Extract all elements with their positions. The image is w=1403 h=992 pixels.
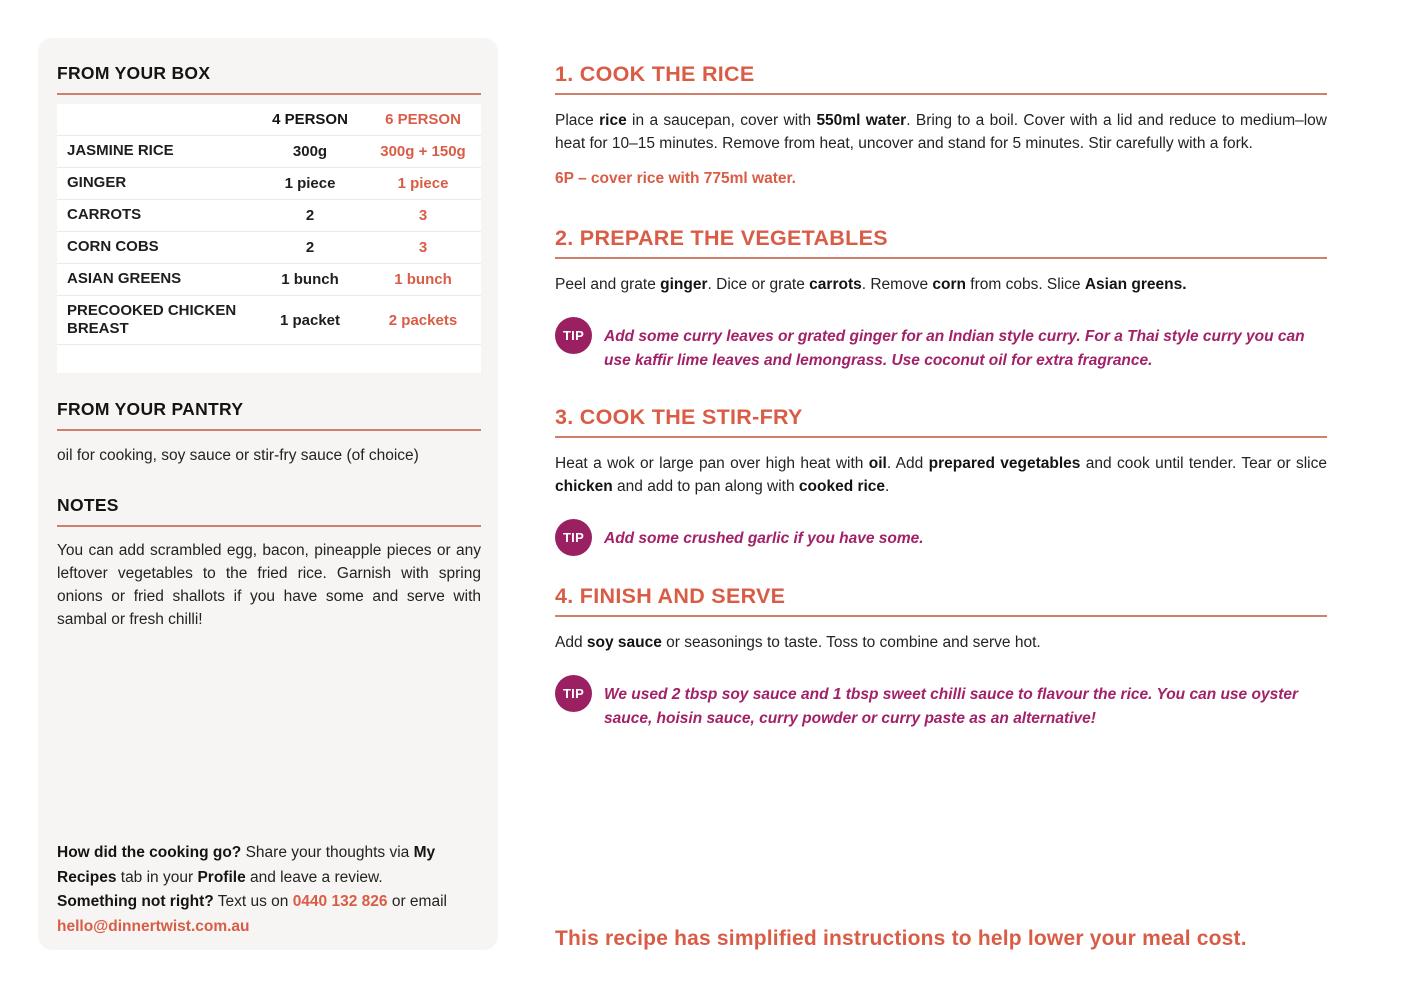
ingredient-name: PRECOOKED CHICKEN BREAST [67, 301, 237, 337]
qty-4-person: 300g [292, 143, 328, 160]
qty-4-person: 1 piece [284, 175, 336, 192]
step-4 [555, 584, 1327, 730]
simplified-instructions-tagline: This recipe has simplified instructions to help lower your meal cost. [555, 927, 1247, 950]
text-segment: from cobs. Slice [965, 276, 1085, 293]
step-1 [555, 62, 1327, 190]
text-segment: ginger [660, 276, 708, 293]
step-3-title: 3. COOK THE STIR-FRY [555, 405, 803, 429]
text-segment: . Remove [861, 276, 933, 293]
from-your-box-section [57, 62, 481, 373]
text-segment: and cook until tender. Tear or slice [1080, 455, 1327, 472]
step-3-tip [555, 519, 1327, 556]
ingredient-name: JASMINE RICE [67, 142, 174, 160]
qty-6-person: 2 packets [388, 311, 458, 329]
step-underline [555, 615, 1327, 617]
qty-6-person: 1 piece [397, 175, 449, 192]
notes-text: You can add scrambled egg, bacon, pineapple pieces or any leftover vegetables to the fried rice. Garnish with spring onions or fried shallots if you have some and serve with sambal or fresh chilli! [57, 542, 481, 628]
step-2 [555, 226, 1327, 372]
table-row [57, 168, 481, 200]
table-row [57, 232, 481, 264]
text-segment: oil [868, 455, 887, 472]
step-2-title: 2. PREPARE THE VEGETABLES [555, 226, 888, 250]
table-spacer-row [57, 345, 481, 373]
table-row [57, 264, 481, 296]
sidebar [38, 38, 498, 950]
pantry-heading: FROM YOUR PANTRY [57, 399, 244, 419]
step-2-tip [555, 317, 1327, 372]
text-segment: soy sauce [586, 634, 662, 651]
tip-badge-icon: TIP [555, 675, 592, 712]
ingredient-name: CORN COBS [67, 238, 159, 256]
step-1-body [555, 109, 1327, 155]
step-1-title: 1. COOK THE RICE [555, 62, 755, 86]
qty-6-person: 1 bunch [394, 271, 452, 288]
text-segment: Share your thoughts via [241, 844, 414, 861]
tip-badge-icon: TIP [555, 519, 592, 556]
text-segment: Something not right? [57, 893, 214, 910]
text-segment: My Recipes [57, 844, 436, 886]
box-heading: FROM YOUR BOX [57, 63, 211, 83]
heading-underline [57, 429, 481, 431]
step-3-body [555, 452, 1327, 498]
table-row [57, 136, 481, 168]
text-segment: and add to pan along with [612, 478, 799, 495]
text-segment: prepared vegetables [928, 455, 1081, 472]
text-segment: 550ml water [816, 112, 907, 129]
sidebar-footer [57, 841, 481, 939]
table-row [57, 200, 481, 232]
step-underline [555, 93, 1327, 95]
heading-underline [57, 525, 481, 527]
step-4-title: 4. FINISH AND SERVE [555, 584, 786, 608]
notes-heading: NOTES [57, 495, 119, 515]
tip-text: We used 2 tbsp soy sauce and 1 tbsp sweet chilli sauce to flavour the rice. You can use oyster sauce, hoisin sauce, curry powder or curry paste as an alternative! [604, 686, 1299, 727]
tip-text: Add some crushed garlic if you have some. [604, 530, 924, 547]
from-your-pantry-section [57, 398, 481, 467]
qty-6-person: 3 [418, 239, 428, 256]
heading-underline [57, 93, 481, 95]
table-header-row [57, 104, 481, 136]
qty-4-person: 1 packet [279, 311, 341, 329]
email-link[interactable]: hello@dinnertwist.com.au [57, 917, 250, 935]
qty-4-person: 1 bunch [281, 271, 339, 288]
phone-link[interactable]: 0440 132 826 [292, 893, 388, 910]
text-segment: Add [555, 634, 587, 651]
text-segment: Heat a wok or large pan over high heat with [555, 455, 869, 472]
text-segment: carrots [809, 276, 862, 293]
text-segment: cooked rice [798, 478, 886, 495]
text-segment: Place [555, 112, 600, 129]
header-4-person: 4 PERSON [272, 111, 348, 128]
feedback-text [57, 841, 481, 890]
text-segment: . Add [886, 455, 929, 472]
ingredients-table [57, 104, 481, 373]
text-segment: . Bring to a boil. Cover with a lid and reduce to medium–low heat for 10–15 minutes. Remove from heat, uncover and stand for 5 minutes. Stir carefully with a fork. [555, 112, 1327, 152]
header-6-person: 6 PERSON [385, 111, 461, 128]
text-segment: Asian greens. [1084, 276, 1187, 293]
text-segment: Profile [197, 868, 246, 886]
ingredient-name: GINGER [67, 174, 127, 192]
text-segment: and leave a review. [245, 868, 383, 886]
text-segment: rice [599, 112, 627, 129]
text-segment: or seasonings to taste. Toss to combine and serve hot. [661, 634, 1041, 651]
qty-6-person: 3 [418, 207, 428, 224]
text-segment: Peel and grate [555, 276, 661, 293]
step-underline [555, 436, 1327, 438]
table-row [57, 296, 481, 345]
tip-text: Add some curry leaves or grated ginger for an Indian style curry. For a Thai style curry you can use kaffir lime leaves and lemongrass. Use coconut oil for extra fragrance. [604, 328, 1305, 369]
text-segment: chicken [555, 478, 613, 495]
step-2-body [555, 273, 1327, 296]
step-4-body [555, 631, 1327, 654]
text-segment: or email [387, 893, 447, 910]
step-3 [555, 405, 1327, 556]
step-1-6p-note: 6P – cover rice with 775ml water. [555, 170, 796, 187]
ingredient-name: CARROTS [67, 206, 142, 224]
step-4-tip [555, 675, 1327, 730]
qty-4-person: 2 [305, 207, 315, 224]
qty-6-person: 300g + 150g [380, 143, 466, 160]
text-segment: in a saucepan, cover with [626, 112, 817, 129]
tip-badge-icon: TIP [555, 317, 592, 354]
qty-4-person: 2 [305, 239, 315, 256]
support-text [57, 890, 481, 939]
instructions-column [555, 55, 1327, 730]
text-segment: tab in your [116, 868, 198, 886]
text-segment: . [885, 478, 890, 495]
pantry-text: oil for cooking, soy sauce or stir-fry sauce (of choice) [57, 447, 419, 464]
text-segment: Text us on [213, 893, 293, 910]
text-segment: corn [932, 276, 966, 293]
step-underline [555, 257, 1327, 259]
text-segment: How did the cooking go? [57, 844, 242, 861]
ingredient-name: ASIAN GREENS [67, 270, 182, 288]
text-segment: . Dice or grate [707, 276, 810, 293]
notes-section [57, 494, 481, 631]
